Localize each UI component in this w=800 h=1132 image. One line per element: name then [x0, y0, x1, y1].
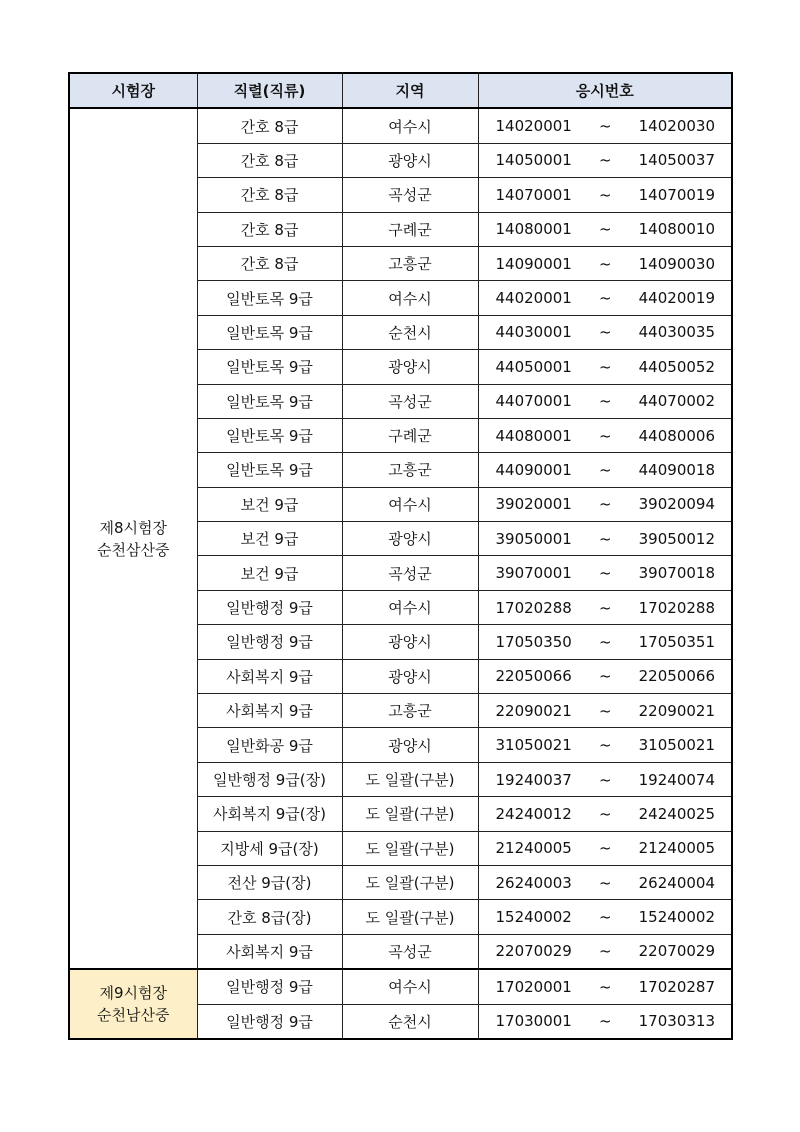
position-cell: 일반행정 9급: [197, 969, 342, 1004]
exam-number-range: [479, 667, 732, 685]
exam-number-to: 17030313: [638, 1012, 715, 1031]
exam-number-cell: [478, 108, 732, 143]
exam-number-range: [479, 186, 732, 204]
exam-number-from: 17020001: [495, 977, 572, 996]
exam-number-to: 14050037: [638, 151, 715, 170]
range-separator: ~: [598, 667, 612, 686]
exam-number-cell: [478, 143, 732, 177]
range-separator: ~: [598, 220, 612, 239]
exam-number-to: 17050351: [638, 632, 715, 651]
exam-number-from: 31050021: [495, 736, 572, 755]
region-cell: 광양시: [342, 143, 478, 177]
region-cell: 도 일괄(구분): [342, 900, 478, 934]
range-separator: ~: [598, 839, 612, 858]
exam-number-cell: [478, 315, 732, 349]
exam-number-range: [479, 874, 732, 892]
exam-number-to: 44050052: [638, 357, 715, 376]
exam-number-to: 22090021: [638, 701, 715, 720]
position-cell: 일반토목 9급: [197, 418, 342, 452]
exam-number-from: 24240012: [495, 804, 572, 823]
exam-number-to: 17020287: [638, 977, 715, 996]
exam-number-cell: [478, 418, 732, 452]
region-cell: 곡성군: [342, 178, 478, 212]
exam-number-range: [479, 599, 732, 617]
range-separator: ~: [598, 289, 612, 308]
exam-number-from: 39020001: [495, 495, 572, 514]
header-position: 직렬(직류): [197, 73, 342, 108]
range-separator: ~: [598, 977, 612, 996]
position-cell: 일반토목 9급: [197, 315, 342, 349]
position-cell: 일반토목 9급: [197, 281, 342, 315]
range-separator: ~: [598, 117, 612, 136]
range-separator: ~: [598, 908, 612, 927]
position-cell: 일반행정 9급: [197, 625, 342, 659]
exam-number-from: 14070001: [495, 185, 572, 204]
range-separator: ~: [598, 392, 612, 411]
table-row: [69, 108, 732, 143]
exam-number-to: 15240002: [638, 908, 715, 927]
range-separator: ~: [598, 770, 612, 789]
position-cell: 일반행정 9급: [197, 590, 342, 624]
exam-number-from: 44080001: [495, 426, 572, 445]
exam-number-cell: [478, 212, 732, 246]
venue-name: 제9시험장: [99, 984, 167, 1003]
exam-number-cell: [478, 453, 732, 487]
exam-number-cell: [478, 694, 732, 728]
position-cell: 일반행정 9급: [197, 1004, 342, 1039]
position-cell: 사회복지 9급(장): [197, 797, 342, 831]
exam-number-cell: [478, 590, 732, 624]
exam-number-range: [479, 495, 732, 513]
exam-number-from: 39070001: [495, 564, 572, 583]
exam-number-cell: [478, 728, 732, 762]
region-cell: 광양시: [342, 522, 478, 556]
region-cell: 고흥군: [342, 246, 478, 280]
region-cell: 고흥군: [342, 694, 478, 728]
region-cell: 여수시: [342, 281, 478, 315]
position-cell: 일반토목 9급: [197, 350, 342, 384]
exam-number-to: 19240074: [638, 770, 715, 789]
exam-number-from: 14090001: [495, 254, 572, 273]
range-separator: ~: [598, 151, 612, 170]
range-separator: ~: [598, 357, 612, 376]
header-venue: 시험장: [69, 73, 197, 108]
region-cell: 광양시: [342, 350, 478, 384]
exam-number-to: 31050021: [638, 736, 715, 755]
region-cell: 구례군: [342, 418, 478, 452]
exam-number-range: [479, 117, 732, 135]
exam-number-to: 39070018: [638, 564, 715, 583]
exam-number-range: [479, 633, 732, 651]
exam-number-range: [479, 908, 732, 926]
region-cell: 도 일괄(구분): [342, 865, 478, 899]
exam-number-from: 22070029: [495, 942, 572, 961]
range-separator: ~: [598, 529, 612, 548]
region-cell: 순천시: [342, 1004, 478, 1039]
range-separator: ~: [598, 1012, 612, 1031]
region-cell: 구례군: [342, 212, 478, 246]
exam-number-to: 44070002: [638, 392, 715, 411]
position-cell: 일반토목 9급: [197, 453, 342, 487]
exam-number-range: [479, 702, 732, 720]
table-header-row: [69, 73, 732, 108]
exam-number-from: 15240002: [495, 908, 572, 927]
exam-number-cell: [478, 1004, 732, 1039]
range-separator: ~: [598, 942, 612, 961]
region-cell: 곡성군: [342, 384, 478, 418]
exam-number-cell: [478, 797, 732, 831]
position-cell: 보건 9급: [197, 522, 342, 556]
exam-number-to: 14080010: [638, 220, 715, 239]
range-separator: ~: [598, 736, 612, 755]
region-cell: 순천시: [342, 315, 478, 349]
exam-number-cell: [478, 246, 732, 280]
position-cell: 전산 9급(장): [197, 865, 342, 899]
region-cell: 여수시: [342, 969, 478, 1004]
exam-number-cell: [478, 487, 732, 521]
range-separator: ~: [598, 254, 612, 273]
exam-number-to: 14070019: [638, 185, 715, 204]
exam-number-cell: [478, 522, 732, 556]
region-cell: 여수시: [342, 108, 478, 143]
exam-number-range: [479, 392, 732, 410]
range-separator: ~: [598, 185, 612, 204]
exam-number-range: [479, 289, 732, 307]
exam-number-to: 44080006: [638, 426, 715, 445]
exam-number-from: 26240003: [495, 873, 572, 892]
exam-number-to: 44020019: [638, 289, 715, 308]
position-cell: 보건 9급: [197, 487, 342, 521]
exam-number-cell: [478, 865, 732, 899]
exam-number-from: 14080001: [495, 220, 572, 239]
exam-number-from: 44050001: [495, 357, 572, 376]
region-cell: 여수시: [342, 487, 478, 521]
range-separator: ~: [598, 495, 612, 514]
exam-number-from: 17020288: [495, 598, 572, 617]
position-cell: 사회복지 9급: [197, 694, 342, 728]
range-separator: ~: [598, 804, 612, 823]
region-cell: 도 일괄(구분): [342, 762, 478, 796]
exam-number-from: 44090001: [495, 460, 572, 479]
position-cell: 보건 9급: [197, 556, 342, 590]
exam-number-to: 14090030: [638, 254, 715, 273]
venue-school: 순천남산중: [97, 1006, 170, 1025]
position-cell: 지방세 9급(장): [197, 831, 342, 865]
region-cell: 곡성군: [342, 556, 478, 590]
exam-number-cell: [478, 556, 732, 590]
region-cell: 곡성군: [342, 934, 478, 969]
range-separator: ~: [598, 632, 612, 651]
exam-number-range: [479, 564, 732, 582]
exam-number-range: [479, 358, 732, 376]
position-cell: 간호 8급(장): [197, 900, 342, 934]
exam-number-from: 44020001: [495, 289, 572, 308]
venue-school: 순천삼산중: [97, 540, 170, 559]
exam-number-to: 26240004: [638, 873, 715, 892]
exam-number-to: 24240025: [638, 804, 715, 823]
range-separator: ~: [598, 426, 612, 445]
exam-number-range: [479, 220, 732, 238]
range-separator: ~: [598, 564, 612, 583]
exam-number-range: [479, 1012, 732, 1030]
table-body: [69, 108, 732, 1039]
exam-number-from: 22050066: [495, 667, 572, 686]
exam-number-cell: [478, 900, 732, 934]
exam-number-cell: [478, 969, 732, 1004]
range-separator: ~: [598, 873, 612, 892]
venue-cell: [69, 969, 197, 1039]
position-cell: 간호 8급: [197, 246, 342, 280]
exam-number-from: 22090021: [495, 701, 572, 720]
exam-number-from: 44030001: [495, 323, 572, 342]
range-separator: ~: [598, 598, 612, 617]
venue-cell: [69, 108, 197, 969]
exam-number-range: [479, 771, 732, 789]
exam-number-from: 17030001: [495, 1012, 572, 1031]
position-cell: 사회복지 9급: [197, 934, 342, 969]
position-cell: 사회복지 9급: [197, 659, 342, 693]
exam-number-to: 44090018: [638, 460, 715, 479]
exam-number-range: [479, 736, 732, 754]
exam-number-range: [479, 530, 732, 548]
region-cell: 광양시: [342, 659, 478, 693]
exam-number-to: 17020288: [638, 598, 715, 617]
exam-number-range: [479, 427, 732, 445]
position-cell: 간호 8급: [197, 108, 342, 143]
exam-number-from: 39050001: [495, 529, 572, 548]
exam-number-from: 21240005: [495, 839, 572, 858]
exam-number-to: 39050012: [638, 529, 715, 548]
exam-number-cell: [478, 934, 732, 969]
position-cell: 간호 8급: [197, 212, 342, 246]
range-separator: ~: [598, 460, 612, 479]
exam-number-range: [479, 978, 732, 996]
exam-number-range: [479, 942, 732, 960]
exam-number-range: [479, 839, 732, 857]
header-exam-number: 응시번호: [478, 73, 732, 108]
exam-number-from: 14050001: [495, 151, 572, 170]
range-separator: ~: [598, 323, 612, 342]
position-cell: 간호 8급: [197, 178, 342, 212]
exam-number-to: 22050066: [638, 667, 715, 686]
region-cell: 도 일괄(구분): [342, 831, 478, 865]
exam-number-from: 14020001: [495, 117, 572, 136]
exam-number-cell: [478, 659, 732, 693]
exam-number-cell: [478, 831, 732, 865]
exam-number-from: 44070001: [495, 392, 572, 411]
exam-number-range: [479, 805, 732, 823]
table-row: [69, 969, 732, 1004]
region-cell: 도 일괄(구분): [342, 797, 478, 831]
exam-number-range: [479, 151, 732, 169]
position-cell: 간호 8급: [197, 143, 342, 177]
range-separator: ~: [598, 701, 612, 720]
exam-number-cell: [478, 762, 732, 796]
exam-number-cell: [478, 350, 732, 384]
exam-number-to: 39020094: [638, 495, 715, 514]
exam-venue-table: [68, 72, 733, 1040]
position-cell: 일반행정 9급(장): [197, 762, 342, 796]
region-cell: 고흥군: [342, 453, 478, 487]
exam-number-from: 19240037: [495, 770, 572, 789]
venue-name: 제8시험장: [99, 518, 167, 537]
exam-number-from: 17050350: [495, 632, 572, 651]
exam-number-to: 22070029: [638, 942, 715, 961]
header-region: 지역: [342, 73, 478, 108]
exam-number-to: 21240005: [638, 839, 715, 858]
exam-number-to: 14020030: [638, 117, 715, 136]
exam-number-range: [479, 323, 732, 341]
region-cell: 광양시: [342, 625, 478, 659]
exam-number-cell: [478, 384, 732, 418]
exam-number-cell: [478, 625, 732, 659]
exam-number-range: [479, 461, 732, 479]
position-cell: 일반토목 9급: [197, 384, 342, 418]
position-cell: 일반화공 9급: [197, 728, 342, 762]
exam-number-range: [479, 255, 732, 273]
exam-number-cell: [478, 281, 732, 315]
exam-number-to: 44030035: [638, 323, 715, 342]
region-cell: 여수시: [342, 590, 478, 624]
exam-number-cell: [478, 178, 732, 212]
region-cell: 광양시: [342, 728, 478, 762]
